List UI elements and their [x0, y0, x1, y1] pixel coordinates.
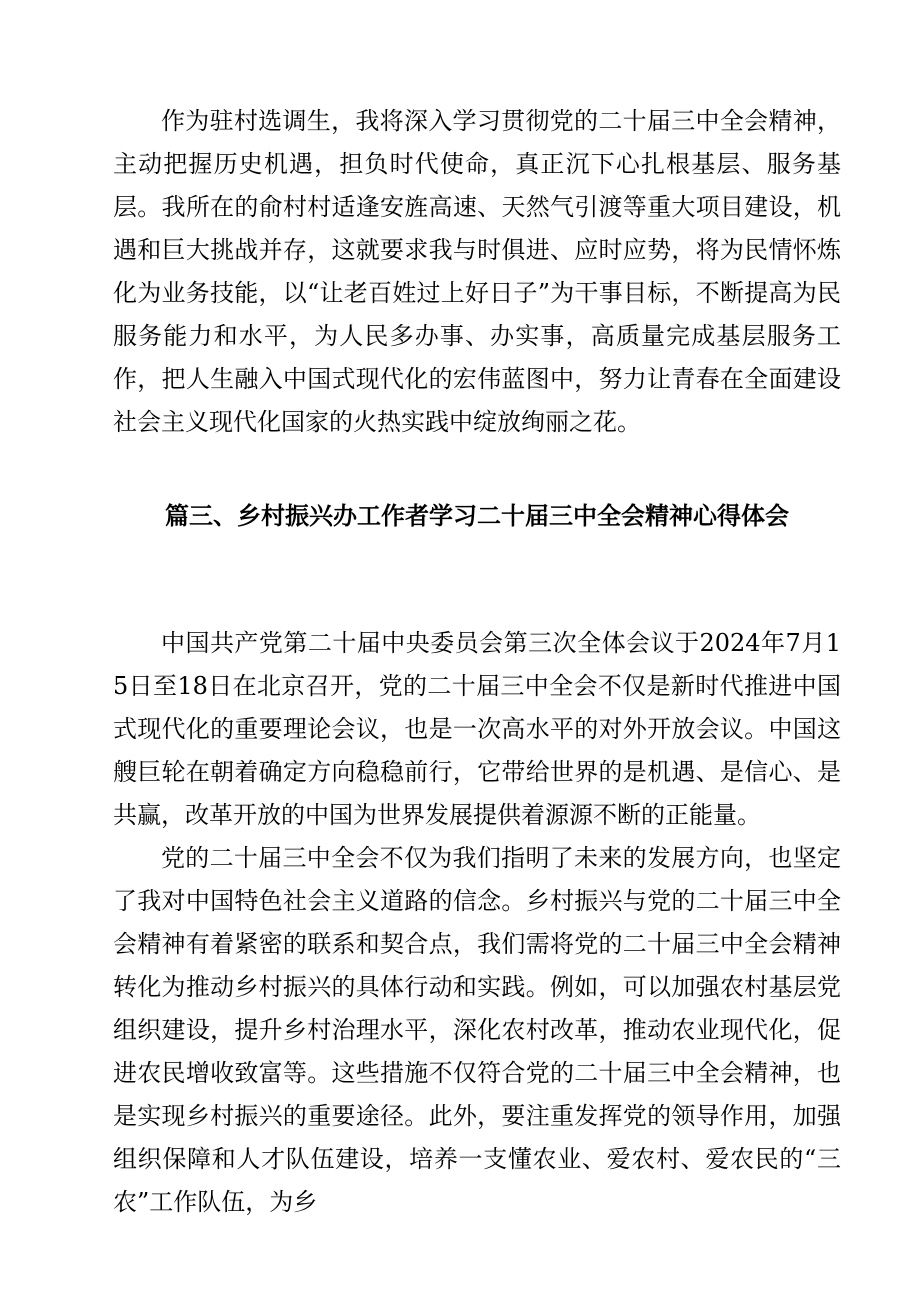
section-title: 篇三、乡村振兴办工作者学习二十届三中全会精神心得体会: [165, 502, 789, 530]
paragraph: 党的二十届三中全会不仅为我们指明了未来的发展方向，也坚定了我对中国特色社会主义道路的信念。乡村振兴与党的二十届三中全会精神有着紧密的联系和契合点，我们需将党的二十届三中全会精神转化为推动乡村振兴的具体行动和实践。例如，可以加强农村基层党组织建设，提升乡村治理水平，深化农村改革，推动农业现代化，促进农民增收致富等。这些措施不仅符合党的二十届三中全会精神，也是实现乡村振兴的重要途径。此外，要注重发挥党的领导作用，加强组织保障和人才队伍建设，培养一支懂农业、爱农村、爱农民的“三农”工作队伍，为乡: [113, 844, 841, 1216]
paragraph: 作为驻村选调生，我将深入学习贯彻党的二十届三中全会精神，主动把握历史机遇，担负时代使命，真正沉下心扎根基层、服务基层。我所在的俞村村适逢安旌高速、天然气引渡等重大项目建设，机遇和巨大挑战并存，这就要求我与时俱进、应时应势，将为民情怀炼化为业务技能，以“让老百姓过上好日子”为干事目标，不断提高为民服务能力和水平，为人民多办事、办实事，高质量完成基层服务工作，把人生融入中国式现代化的宏伟蓝图中，努力让青春在全面建设社会主义现代化国家的火热实践中绽放绚丽之花。: [113, 107, 841, 436]
body-text-top: [113, 100, 841, 444]
paragraph: 中国共产党第二十届中央委员会第三次全体会议于2024年7月15日至18日在北京召开，党的二十届三中全会不仅是新时代推进中国式现代化的重要理论会议，也是一次高水平的对外开放会议。中国这艘巨轮在朝着确定方向稳稳前行，它带给世界的是机遇、是信心、是共赢，改革开放的中国为世界发展提供着源源不断的正能量。: [113, 629, 841, 829]
body-text-bottom: [113, 622, 841, 1224]
